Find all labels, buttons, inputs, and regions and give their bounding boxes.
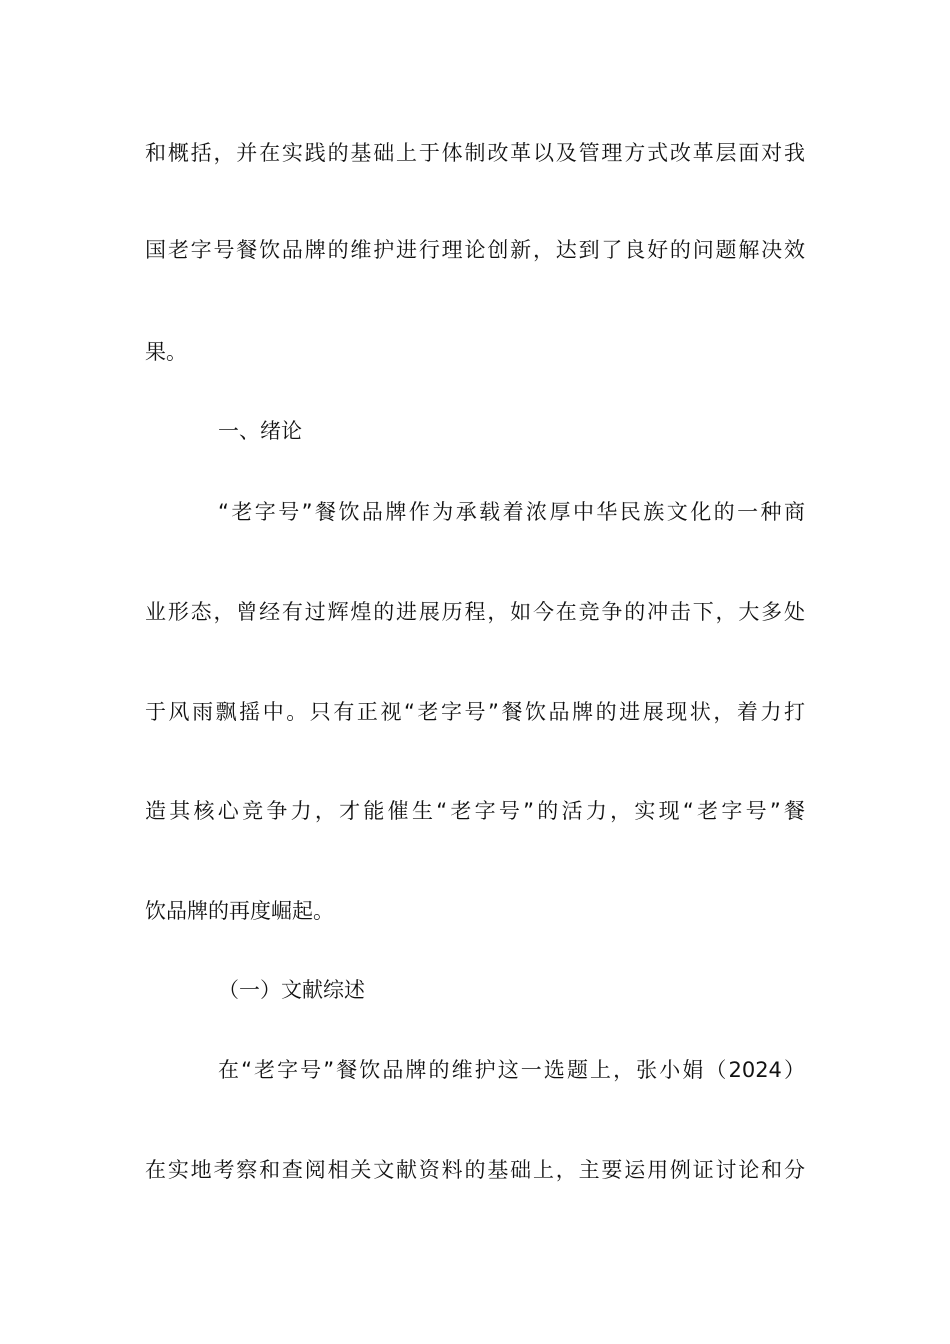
- body-text-line: 在实地考察和查阅相关文献资料的基础上，主要运用例证讨论和分: [145, 1158, 805, 1182]
- body-text-line: 于风雨飘摇中。只有正视“老字号”餐饮品牌的进展现状，着力打: [145, 700, 805, 724]
- body-text-line: 造其核心竞争力，才能催生“老字号”的活力，实现“老字号”餐: [145, 799, 805, 823]
- subsection-heading: （一）文献综述: [218, 978, 365, 1002]
- body-text-line: 和概括，并在实践的基础上于体制改革以及管理方式改革层面对我: [145, 141, 805, 165]
- body-text-line: 饮品牌的再度崛起。: [145, 899, 334, 923]
- body-text-line: 果。: [145, 340, 187, 364]
- paragraph-first-line: “老字号”餐饮品牌作为承载着浓厚中华民族文化的一种商: [218, 500, 805, 524]
- paragraph-first-line: 在“老字号”餐饮品牌的维护这一选题上，张小娟（2024）: [218, 1058, 805, 1082]
- body-text-line: 业形态，曾经有过辉煌的进展历程，如今在竞争的冲击下，大多处: [145, 600, 805, 624]
- body-text-line: 国老字号餐饮品牌的维护进行理论创新，达到了良好的问题解决效: [145, 238, 805, 262]
- section-heading: 一、绪论: [218, 419, 302, 443]
